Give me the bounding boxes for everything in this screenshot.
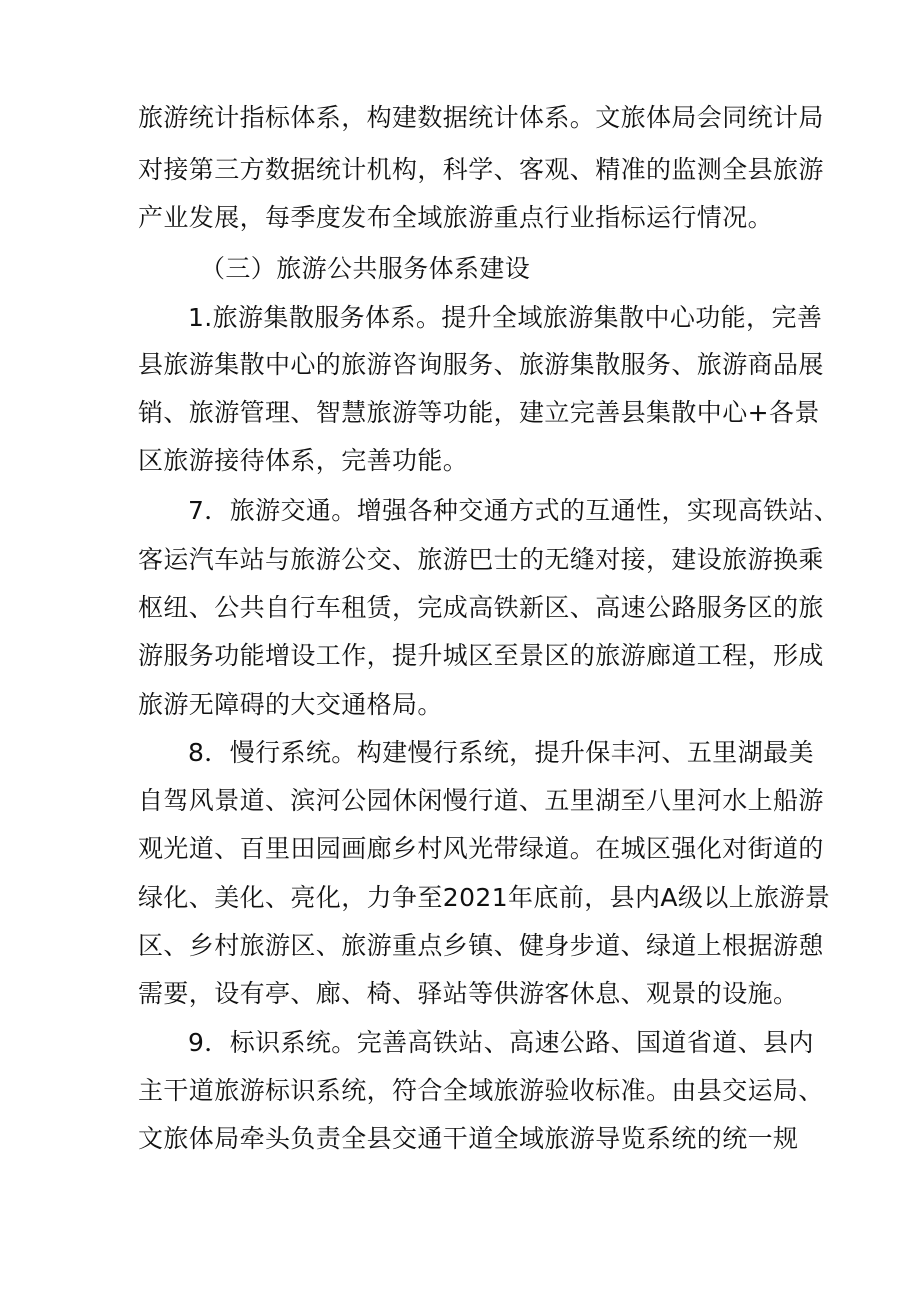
paragraph-line: 区、乡村旅游区、旅游重点乡镇、健身步道、绿道上根据游憩: [138, 931, 824, 960]
paragraph-line: 游服务功能增设工作，提升城区至景区的旅游廊道工程，形成: [138, 641, 824, 670]
paragraph-line: 8．慢行系统。构建慢行系统，提升保丰河、五里湖最美: [188, 738, 814, 767]
paragraph-line: 旅游无障碍的大交通格局。: [138, 690, 443, 719]
paragraph-line: 旅游统计指标体系，构建数据统计体系。文旅体局会同统计局: [138, 103, 824, 132]
paragraph-line: 需要，设有亭、廊、椅、驿站等供游客休息、观景的设施。: [138, 979, 799, 1008]
paragraph-line: 文旅体局牵头负责全县交通干道全域旅游导览系统的统一规: [138, 1124, 799, 1153]
paragraph-line: 县旅游集散中心的旅游咨询服务、旅游集散服务、旅游商品展: [138, 350, 824, 379]
section-heading: （三）旅游公共服务体系建设: [200, 254, 531, 283]
paragraph-line: 产业发展，每季度发布全域旅游重点行业指标运行情况。: [138, 203, 774, 232]
paragraph-line: 自驾风景道、滨河公园休闲慢行道、五里湖至八里河水上船游: [138, 786, 824, 815]
paragraph-line: 9．标识系统。完善高铁站、高速公路、国道省道、县内: [188, 1028, 814, 1057]
paragraph-line: 销、旅游管理、智慧旅游等功能，建立完善县集散中心+各景: [138, 398, 820, 427]
paragraph-line: 主干道旅游标识系统，符合全域旅游验收标准。由县交运局、: [138, 1076, 824, 1105]
paragraph-line: 观光道、百里田园画廊乡村风光带绿道。在城区强化对街道的: [138, 834, 824, 863]
paragraph-line: 对接第三方数据统计机构，科学、客观、精准的监测全县旅游: [138, 155, 824, 184]
paragraph-line: 7．旅游交通。增强各种交通方式的互通性，实现高铁站、: [188, 496, 840, 525]
paragraph-line: 1.旅游集散服务体系。提升全域旅游集散中心功能，完善: [188, 303, 823, 332]
paragraph-line: 客运汽车站与旅游公交、旅游巴士的无缝对接，建设旅游换乘: [138, 545, 824, 574]
paragraph-line: 枢纽、公共自行车租赁，完成高铁新区、高速公路服务区的旅: [138, 593, 824, 622]
paragraph-line: 区旅游接待体系，完善功能。: [138, 446, 469, 475]
paragraph-line: 绿化、美化、亮化，力争至2021年底前，县内A级以上旅游景: [138, 883, 831, 912]
